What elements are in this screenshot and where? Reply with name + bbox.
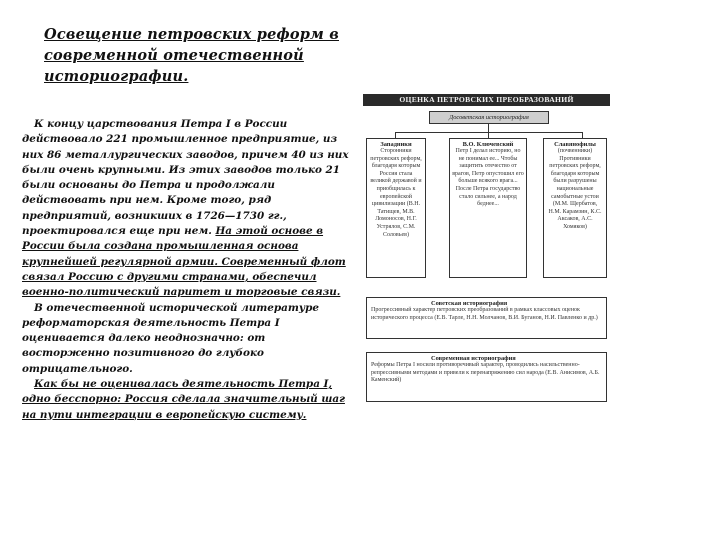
paragraph-1-text: К концу царствования Петра I в России действовало 221 промышленное предприятие, из них 86 металлургических заводов, причем 40 из них были очень крупными. Из этих заводов только 21 были основаны до Петра и продолжали действовать при нем. Кроме того, ряд предприятий, возникших в 1726—1730 гг., проектировался еще при нем.: [22, 118, 349, 238]
connector-line: [488, 124, 489, 132]
klyuchevsky-text: Петр I делал историю, но не понимал ее... Чтобы защитить отечество от врагов, Петр опустошил его больше всякого врага... После Петра государство стало сильнее, а народ беднее...: [452, 148, 524, 208]
soviet-text: Прогрессивный характер петровских преобразований в рамках классовых оценок исторического процесса (Е.В. Тарле, Н.Н. Молчанов, В.И. Буганов, Н.И. Павленко и др.): [371, 307, 598, 321]
westerners-box: [366, 138, 426, 278]
westerners-text: Сторонники петровских реформ, благодаря которым Россия стала великой державой и приобщилась к европейской цивилизации (В.Н. Татищев, М.В. Ломоносов, Н.Г. Устрялов, С.М. Соловьев): [370, 148, 422, 238]
paragraph-3-underlined: Как бы не оценивалась деятельность Петра I, одно бесспорно: Россия сделала значительный шаг на пути интеграции в европейскую систему.: [22, 378, 345, 421]
paragraph-2-text: В отечественной исторической литературе реформаторская деятельность Петра I оценивается далеко неоднозначно: от восторженно позитивного до глубоко отрицательного.: [22, 301, 319, 375]
klyuchevsky-title: В.О. Ключевский: [462, 141, 514, 148]
westerners-title: Западники: [380, 141, 412, 148]
slavophiles-title: Славянофилы: [554, 141, 596, 148]
body-text: [22, 117, 350, 423]
klyuchevsky-box: [449, 138, 527, 278]
pre-revolution-label: Досоветская историография: [449, 114, 529, 121]
soviet-title: Советская историография: [431, 300, 508, 307]
pre-revolution-box: [429, 111, 549, 124]
paragraph-2: [22, 301, 350, 377]
scheme-header: ОЦЕНКА ПЕТРОВСКИХ ПРЕОБРАЗОВАНИЙ: [363, 94, 610, 106]
modern-text: Реформы Петра I носили противоречивый характер, проводились насильственно-репрессивными методами и привели к перенапряжению сил народа (Е.В. Анисимов, А.Б. Каменский): [371, 362, 600, 384]
paragraph-3: [22, 377, 350, 423]
page-title: Освещение петровских реформ в современной отечественной историографии.: [44, 26, 339, 85]
assessment-scheme: [363, 94, 610, 410]
slavophiles-box: [543, 138, 607, 278]
modern-title: Современная историография: [431, 355, 516, 362]
paragraph-1: [22, 117, 350, 301]
modern-box: [366, 352, 607, 402]
slavophiles-text: (почвенники) Противники петровских реформ, благодаря которым были разрушены национальные самобытные устои (М.М. Щербатов, Н.М. Карамзин, К.С. Аксаков, А.С. Хомяков): [548, 148, 602, 230]
soviet-box: [366, 297, 607, 339]
paragraph-1-underlined: На этой основе в России была создана промышленная основа крупнейшей регулярной армии. Современный флот связал Россию с другими странами, обеспечил военно-политический паритет и торговые связи.: [22, 225, 346, 299]
